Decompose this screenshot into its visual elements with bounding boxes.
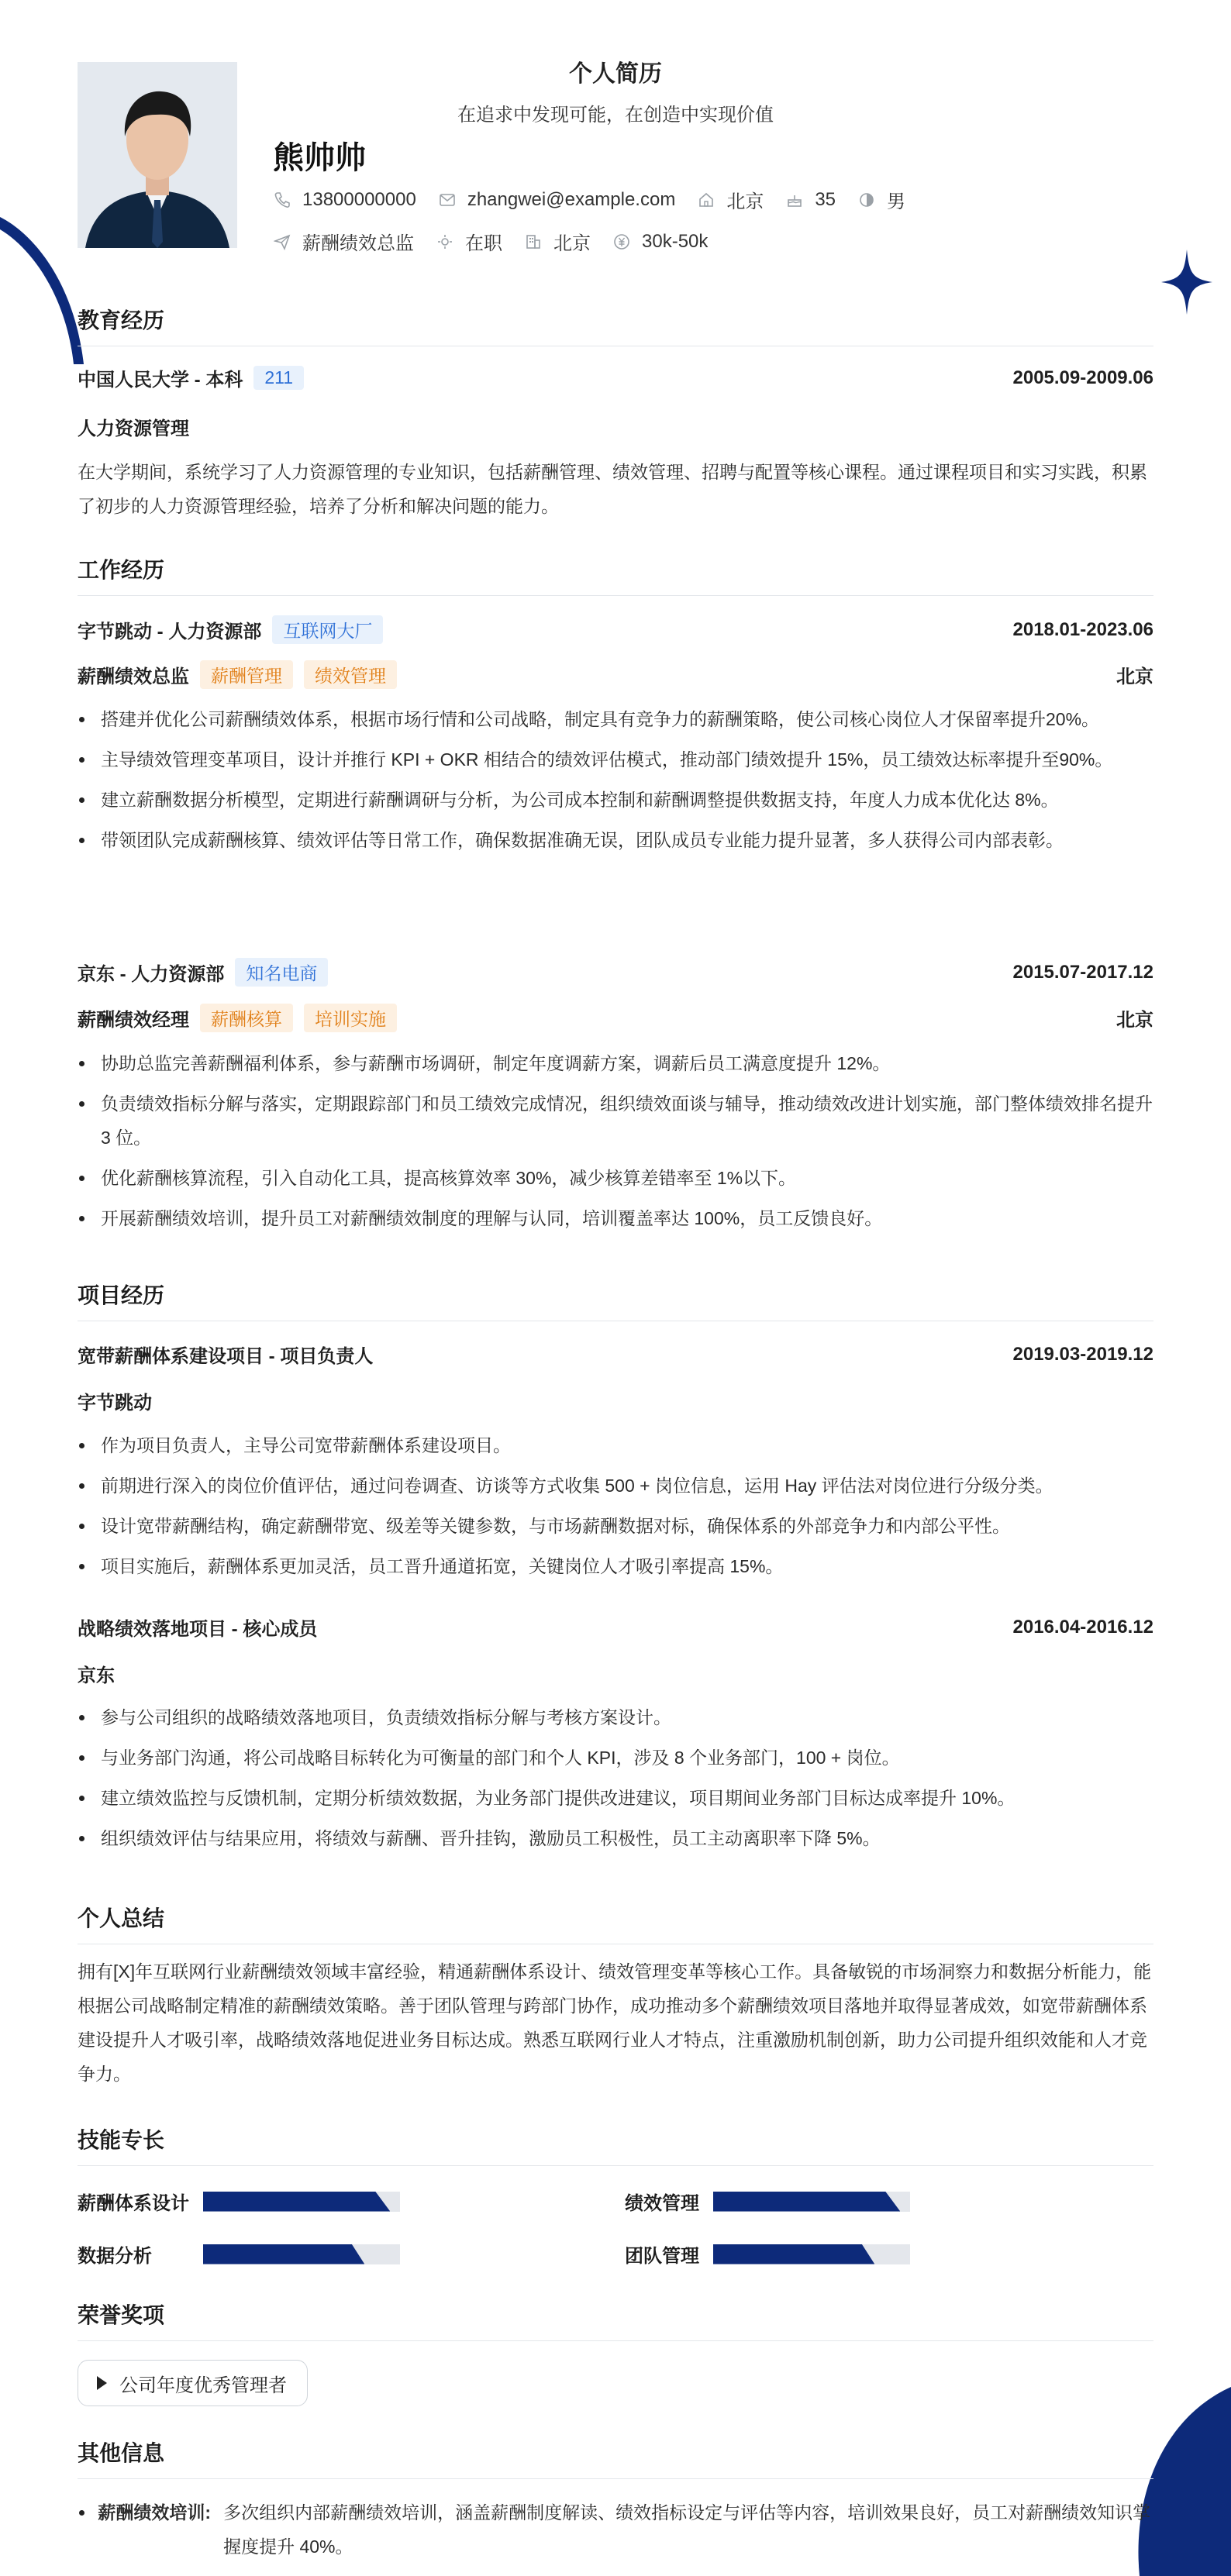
- section-title-honors: 荣誉奖项: [78, 2299, 1153, 2341]
- project-name: 宽带薪酬体系建设项目 - 项目负责人: [78, 1346, 374, 1367]
- skill-item: [625, 2188, 910, 2215]
- school-name: 中国人民大学 - 本科: [78, 370, 243, 391]
- list-item: 协助总监完善薪酬福利体系，参与薪酬市场调研，制定年度调薪方案，调薪后员工满意度提升 12%。: [78, 1046, 1153, 1080]
- company-tag: 互联网大厂: [272, 615, 383, 644]
- skill-bar: [203, 2244, 400, 2264]
- project-2-bullets: [78, 1700, 1153, 1861]
- skill-tag: 薪酬管理: [200, 660, 293, 689]
- status-item: 在职: [436, 228, 502, 255]
- list-item: 与业务部门沟通，将公司战略目标转化为可衡量的部门和个人 KPI，涉及 8 个业务部门，100 + 岗位。: [78, 1741, 1153, 1775]
- gender-icon: [857, 191, 876, 209]
- skill-name: 数据分析: [78, 2246, 152, 2267]
- work-date: 2018.01-2023.06: [1012, 618, 1153, 640]
- work-company: 京东 - 人力资源部: [78, 964, 225, 985]
- work-2-header: [78, 958, 1153, 987]
- project-date: 2016.04-2016.12: [1012, 1616, 1153, 1638]
- section-title-skills: 技能专长: [78, 2123, 1153, 2166]
- company-tag: 知名电商: [235, 958, 328, 987]
- section-title-work: 工作经历: [78, 553, 1153, 596]
- building-icon: [524, 232, 543, 251]
- other-info-value: 多次组织内部薪酬绩效培训，涵盖薪酬制度解读、绩效指标设定与评估等内容，培训效果良好，员工对薪酬绩效知识掌握度提升 40%。: [223, 2502, 1151, 2557]
- list-item: 建立绩效监控与反馈机制，定期分析绩效数据，为业务部门提供改进建议，项目期间业务部门目标达成率提升 10%。: [78, 1781, 1153, 1815]
- work-company: 字节跳动 - 人力资源部: [78, 622, 262, 642]
- skill-item: [78, 2188, 400, 2215]
- home-item: 北京: [697, 186, 764, 213]
- list-item: 负责绩效指标分解与落实，定期跟踪部门和员工绩效完成情况，组织绩效面谈与辅导，推动绩效改进计划实施，部门整体绩效排名提升 3 位。: [78, 1087, 1153, 1155]
- project-date: 2019.03-2019.12: [1012, 1343, 1153, 1365]
- work-position: 薪酬绩效经理: [78, 1010, 189, 1031]
- other-info-item: [78, 2495, 1153, 2564]
- section-title-summary: 个人总结: [78, 1902, 1153, 1944]
- target-position-item: 薪酬绩效总监: [273, 228, 414, 255]
- project-company: 字节跳动: [78, 1393, 152, 1414]
- work-1-header: [78, 615, 1153, 644]
- list-item: 主导绩效管理变革项目，设计并推行 KPI + OKR 相结合的绩效评估模式，推动部门绩效提升 15%，员工绩效达标率提升至90%。: [78, 742, 1153, 777]
- phone-item: 13800000000: [273, 189, 416, 211]
- page-subtitle: 在追求中发现可能，在创造中实现价值: [457, 105, 774, 126]
- work-date: 2015.07-2017.12: [1012, 961, 1153, 983]
- play-icon: [97, 2376, 107, 2390]
- list-item: 组织绩效评估与结果应用，将绩效与薪酬、晋升挂钩，激励员工积极性，员工主动离职率下降 5%。: [78, 1821, 1153, 1855]
- list-item: 搭建并优化公司薪酬绩效体系，根据市场行情和公司战略，制定具有竞争力的薪酬策略，使公司核心岗位人才保留率提升20%。: [78, 702, 1153, 736]
- school-tag: 211: [253, 366, 304, 390]
- work-1-bullets: [78, 702, 1153, 863]
- send-icon: [273, 232, 291, 251]
- work-city: 北京: [1116, 1010, 1153, 1031]
- sparkle-icon: [1161, 250, 1212, 315]
- other-info-key: 薪酬绩效培训:: [98, 2502, 212, 2523]
- job-info-row: [273, 228, 729, 255]
- money-icon: [612, 232, 631, 251]
- project-1-bullets: [78, 1428, 1153, 1589]
- work-1-position-row: [78, 660, 1153, 689]
- project-1-header: [78, 1341, 1153, 1368]
- skill-item: [625, 2240, 910, 2268]
- skill-bar: [713, 2192, 910, 2212]
- skill-tag: 薪酬核算: [200, 1004, 293, 1032]
- project-2-header: [78, 1613, 1153, 1641]
- education-date: 2005.09-2009.06: [1012, 367, 1153, 388]
- project-name: 战略绩效落地项目 - 核心成员: [78, 1619, 318, 1640]
- work-2-position-row: [78, 1004, 1153, 1032]
- education-header: [78, 364, 1153, 391]
- email-item: zhangwei@example.com: [438, 189, 676, 211]
- skill-bar: [203, 2192, 400, 2212]
- list-item: 开展薪酬绩效培训，提升员工对薪酬绩效制度的理解与认同，培训覆盖率达 100%，员工反馈良好。: [78, 1201, 1153, 1235]
- status-icon: [436, 232, 454, 251]
- salary-item: 30k-50k: [612, 231, 708, 253]
- summary-text: 拥有[X]年互联网行业薪酬绩效领域丰富经验，精通薪酬体系设计、绩效管理变革等核心工作。具备敏锐的市场洞察力和数据分析能力，能根据公司战略制定精准的薪酬绩效策略。善于团队管理与跨部门协作，成功推动多个薪酬绩效项目落地并取得显著成效，如宽带薪酬体系建设提升人才吸引率，战略绩效落地促进业务目标达成。熟悉互联网行业人才特点，注重激励机制创新，助力公司提升组织效能和人才竞争力。: [78, 1961, 1152, 2084]
- section-title-education: 教育经历: [78, 304, 1153, 346]
- home-icon: [697, 191, 715, 209]
- contact-info-row: [273, 186, 927, 213]
- education-major: 人力资源管理: [78, 418, 189, 439]
- work-position: 薪酬绩效总监: [78, 666, 189, 687]
- target-city-item: 北京: [524, 228, 591, 255]
- list-item: 前期进行深入的岗位价值评估，通过问卷调查、访谈等方式收集 500 + 岗位信息，运用 Hay 评估法对岗位进行分级分类。: [78, 1469, 1153, 1503]
- mail-icon: [438, 191, 457, 209]
- skill-tag: 培训实施: [304, 1004, 397, 1032]
- list-item: 优化薪酬核算流程，引入自动化工具，提高核算效率 30%，减少核算差错率至 1%以下。: [78, 1161, 1153, 1195]
- project-company: 京东: [78, 1665, 115, 1686]
- candidate-name: 熊帅帅: [273, 141, 366, 175]
- list-item: 项目实施后，薪酬体系更加灵活，员工晋升通道拓宽，关键岗位人才吸引率提高 15%。: [78, 1549, 1153, 1583]
- phone-icon: [273, 191, 291, 209]
- skill-name: 薪酬体系设计: [78, 2193, 189, 2214]
- list-item: 参与公司组织的战略绩效落地项目，负责绩效指标分解与考核方案设计。: [78, 1700, 1153, 1734]
- list-item: 带领团队完成薪酬核算、绩效评估等日常工作，确保数据准确无误，团队成员专业能力提升显著，多人获得公司内部表彰。: [78, 823, 1153, 857]
- work-city: 北京: [1116, 666, 1153, 687]
- age-item: 35: [785, 189, 836, 211]
- list-item: 作为项目负责人，主导公司宽带薪酬体系建设项目。: [78, 1428, 1153, 1462]
- skill-tag: 绩效管理: [304, 660, 397, 689]
- award-name: 公司年度优秀管理者: [119, 2375, 287, 2396]
- avatar: [78, 62, 237, 248]
- skill-name: 绩效管理: [625, 2193, 699, 2214]
- gender-item: 男: [857, 186, 905, 213]
- skill-item: [78, 2240, 400, 2268]
- award-item: [78, 2360, 308, 2406]
- page-title: 个人简历: [569, 61, 662, 87]
- section-title-projects: 项目经历: [78, 1279, 1153, 1321]
- skill-bar: [713, 2244, 910, 2264]
- list-item: 建立薪酬数据分析模型，定期进行薪酬调研与分析，为公司成本控制和薪酬调整提供数据支持，年度人力成本优化达 8%。: [78, 783, 1153, 817]
- skill-name: 团队管理: [625, 2246, 699, 2267]
- list-item: 设计宽带薪酬结构，确定薪酬带宽、级差等关键参数，与市场薪酬数据对标，确保体系的外部竞争力和内部公平性。: [78, 1509, 1153, 1543]
- work-2-bullets: [78, 1046, 1153, 1242]
- section-title-other: 其他信息: [78, 2437, 1153, 2479]
- cake-icon: [785, 191, 804, 209]
- education-description: 在大学期间，系统学习了人力资源管理的专业知识，包括薪酬管理、绩效管理、招聘与配置等核心课程。通过课程项目和实习实践，积累了初步的人力资源管理经验，培养了分析和解决问题的能力。: [78, 462, 1147, 516]
